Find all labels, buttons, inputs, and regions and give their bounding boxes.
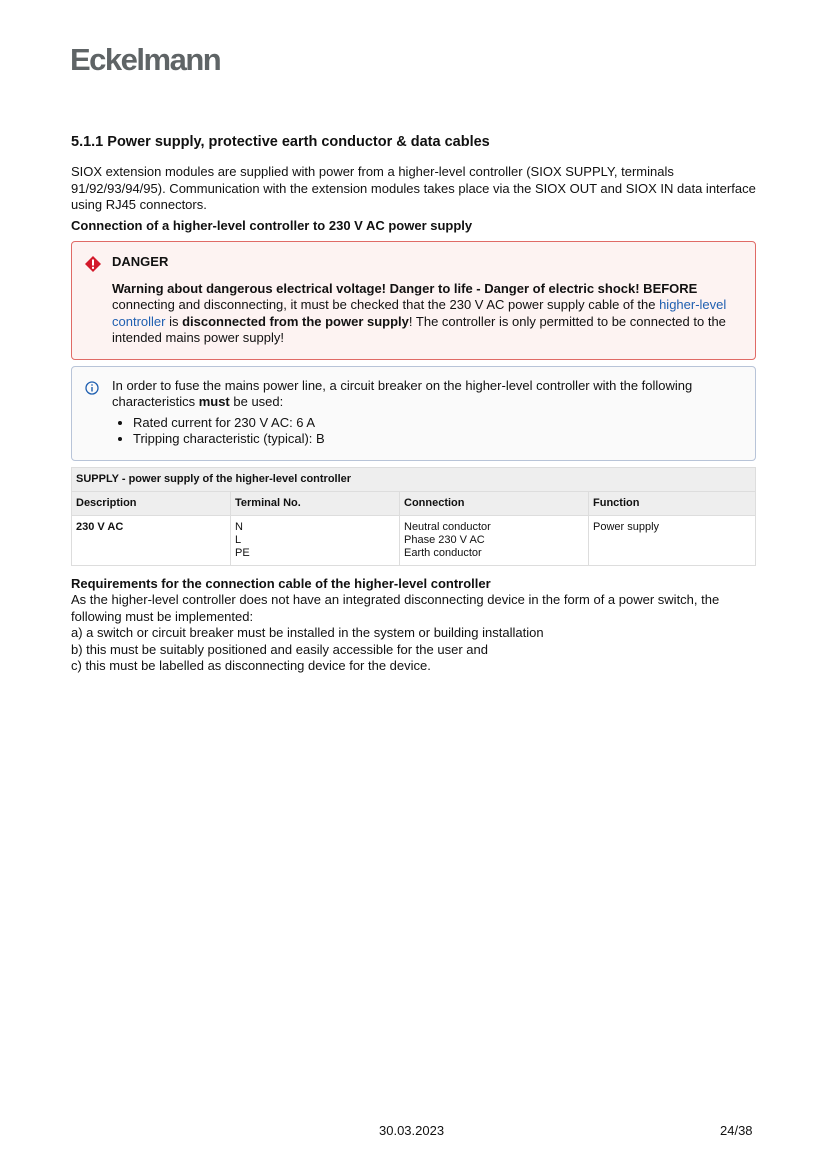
danger-title: DANGER xyxy=(112,254,169,269)
danger-text: Warning about dangerous electrical voltage! Danger to life - Danger of electric shock! BEFORE connecting and disconnecting, it must be checked that the 230 V AC power supply cable of the higher-level controller is disconnected from the power supply! The controller is only permitted to be connected to the intended mains power supply! xyxy=(112,280,727,345)
footer-date: 30.03.2023 xyxy=(379,1123,445,1138)
info-box xyxy=(71,366,756,461)
info-text: In order to fuse the mains power line, a circuit breaker on the higher-level controller with the following characteristics must be used: xyxy=(112,377,693,409)
info-icon xyxy=(85,381,99,395)
subheading: Connection of a higher-level controller to 230 V AC power supply xyxy=(71,217,473,233)
danger-icon xyxy=(85,256,101,272)
column-header: Function xyxy=(589,491,756,515)
danger-box xyxy=(71,241,756,360)
info-list xyxy=(112,415,741,448)
higher-level-controller-link[interactable]: higher-level controller xyxy=(112,297,727,329)
intro-paragraph: SIOX extension modules are supplied with power from a higher-level controller (SIOX SUPPLY, terminals 91/92/93/94/95). Communication with the extension modules takes place via the SIOX OUT and SIOX IN data interface using RJ45 connectors. xyxy=(71,164,756,212)
table-row: 230 V AC N L PE Neutral conductor Phase 230 V AC Earth conductor Power supply xyxy=(72,515,756,565)
list-item: • Rated current for 230 V AC: 6 A xyxy=(133,415,741,432)
list-item: • Tripping characteristic (typical): B xyxy=(133,431,741,448)
section-heading: 5.1.1 Power supply, protective earth conductor & data cables xyxy=(71,134,490,150)
footer-page-number: 24/38 xyxy=(720,1123,753,1138)
table-caption: SUPPLY - power supply of the higher-level controller xyxy=(72,467,756,491)
column-header: Description xyxy=(72,491,231,515)
requirements-section: Requirements for the connection cable of the higher-level controller As the higher-level controller does not have an integrated disconnecting device in the form of a power switch, the following must be implemented: a) a switch or circuit breaker must be installed in the system or building installation b) this must be suitably positioned and easily accessible for the user and c) this must be labelled as disconnecting device for the device. xyxy=(71,575,720,673)
supply-table xyxy=(71,467,756,566)
column-header: Terminal No. xyxy=(231,491,400,515)
column-header: Connection xyxy=(400,491,589,515)
eckelmann-logo: Eckelmann xyxy=(70,42,221,77)
